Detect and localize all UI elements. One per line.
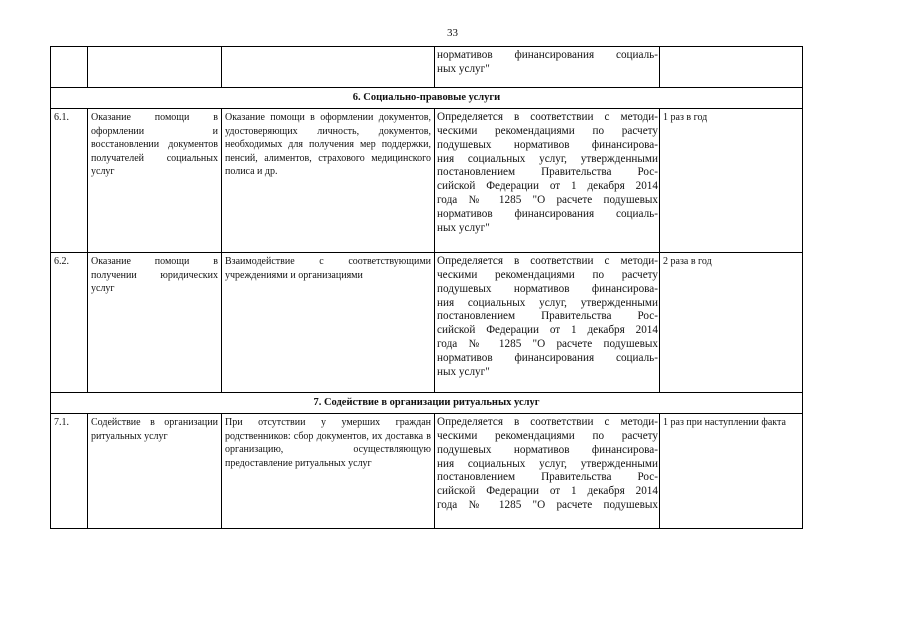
standard-line: года № 1285 "О расчете подушевых: [437, 338, 658, 351]
page-number: 33: [447, 27, 458, 39]
standard-line: сийской Федерации от 1 декабря 2014: [437, 180, 658, 193]
section-header-row: [51, 393, 803, 414]
standard-line: ния социальных услуг, утвержденными: [437, 457, 658, 470]
standard-line: постановлением Правительства Рос-: [437, 310, 658, 323]
cell-standard: [435, 47, 660, 88]
row-number: 6.1.: [51, 109, 88, 253]
standard-line: сийской Федерации от 1 декабря 2014: [437, 485, 658, 498]
service-description: Взаимодействие с соответствующими учреждениями и организациями: [222, 253, 435, 393]
table-row: [51, 414, 803, 529]
standard-line: ческими рекомендациями по расчету: [437, 429, 658, 442]
standard-line: ных услуг": [437, 365, 490, 378]
standard-line: подушевых нормативов финансирова-: [437, 138, 658, 151]
frequency: 1 раз в год: [660, 109, 803, 253]
service-description: При отсутствии у умерших граждан родственников: сбор документов, их доставка в организацию, осуществляющую предоставление ритуальных услуг: [222, 414, 435, 529]
continuation-row: [51, 47, 803, 88]
service-name: Содействие в организации ритуальных услуг: [88, 414, 222, 529]
standard-line: нормативов финансирования социаль-: [437, 207, 658, 220]
frequency: 1 раз при наступлении факта: [660, 414, 803, 529]
frequency: 2 раза в год: [660, 253, 803, 393]
standard-line: ческими рекомендациями по расчету: [437, 124, 658, 137]
standard-line: Определяется в соответствии с методи-: [437, 111, 658, 123]
standard-line: нормативов финансирования социаль-: [437, 351, 658, 364]
cell-standard: [435, 414, 660, 529]
standard-line: нормативов финансирования социаль-: [437, 49, 658, 61]
service-description: Оказание помощи в оформлении документов, удостоверяющих личность, документов, необходимых для получения мер поддержки, пенсий, алиментов, страхового медицинского полиса и др.: [222, 109, 435, 253]
cell-num: [51, 47, 88, 88]
cell-description: [222, 47, 435, 88]
cell-name: [88, 47, 222, 88]
table-row: [51, 109, 803, 253]
services-table: [50, 46, 803, 529]
section-title: 7. Содействие в организации ритуальных услуг: [51, 393, 803, 414]
standard-line: ния социальных услуг, утвержденными: [437, 296, 658, 309]
row-number: 7.1.: [51, 414, 88, 529]
cell-frequency: [660, 47, 803, 88]
standard-line: ных услуг": [437, 221, 490, 234]
standard-line: подушевых нормативов финансирова-: [437, 282, 658, 295]
standard-line: постановлением Правительства Рос-: [437, 471, 658, 484]
service-name: Оказание помощи в оформлении и восстановлении документов получателей социальных услуг: [88, 109, 222, 253]
row-number: 6.2.: [51, 253, 88, 393]
service-name: Оказание помощи в получении юридических услуг: [88, 253, 222, 393]
standard-line: сийской Федерации от 1 декабря 2014: [437, 324, 658, 337]
section-title: 6. Социально-правовые услуги: [51, 88, 803, 109]
standard-line: постановлением Правительства Рос-: [437, 166, 658, 179]
standard-line: подушевых нормативов финансирова-: [437, 443, 658, 456]
standard-line: года № 1285 "О расчете подушевых: [437, 499, 658, 512]
standard-line: ческими рекомендациями по расчету: [437, 268, 658, 281]
standard-line: года № 1285 "О расчете подушевых: [437, 194, 658, 207]
standard-line: ных услуг": [437, 62, 490, 75]
standard-line: ния социальных услуг, утвержденными: [437, 152, 658, 165]
table-row: [51, 253, 803, 393]
cell-standard: [435, 109, 660, 253]
cell-standard: [435, 253, 660, 393]
standard-line: Определяется в соответствии с методи-: [437, 416, 658, 428]
section-header-row: [51, 88, 803, 109]
standard-line: Определяется в соответствии с методи-: [437, 255, 658, 267]
